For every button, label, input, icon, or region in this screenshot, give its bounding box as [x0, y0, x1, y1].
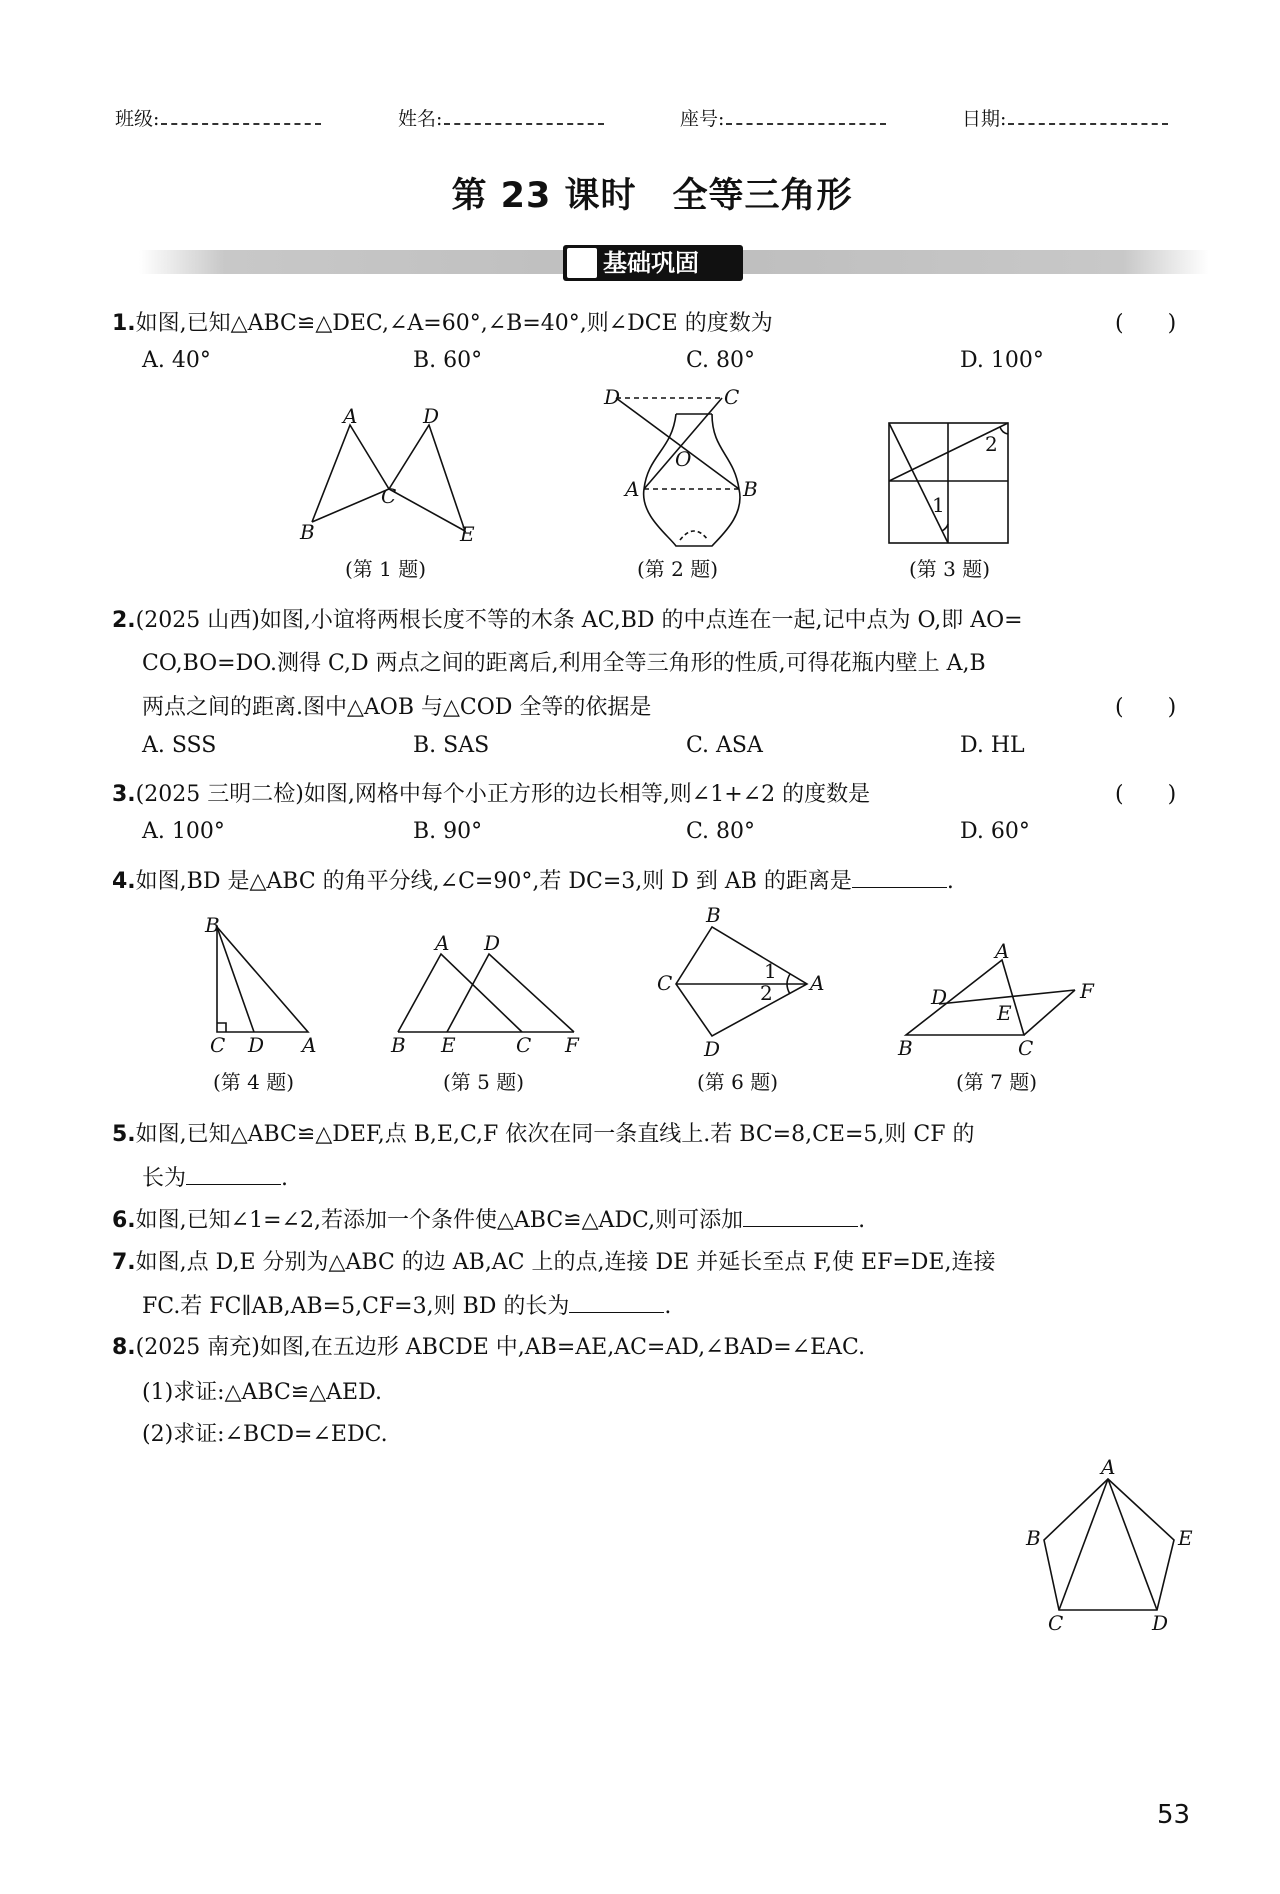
caption-fig2: (第 2 题) — [637, 557, 719, 581]
question-7-line2: FC.若 FC∥AB,AB=5,CF=3,则 BD 的长为 . — [142, 1294, 672, 1319]
figure-label: C — [1018, 1036, 1034, 1060]
question-8: 8.(2025 南充)如图,在五边形 ABCDE 中,AB=AE,AC=AD,∠BAD=∠EAC. — [112, 1335, 866, 1360]
figure-label: C — [381, 484, 397, 508]
figure-label: B — [205, 913, 220, 937]
question-5-line2: 长为 . — [142, 1166, 289, 1191]
class-label: 班级: — [115, 108, 160, 130]
figure-label: B — [1026, 1526, 1041, 1550]
figure-label: C — [516, 1033, 532, 1057]
question-8-part1: (1)求证:△ABC≌△AED. — [142, 1380, 382, 1405]
figure-label: 1 — [764, 959, 777, 983]
question-4: 4.如图,BD 是△ABC 的角平分线,∠C=90°,若 DC=3,则 D 到 AB 的距离是 . — [112, 869, 954, 894]
question-2: 2.(2025 山西)如图,小谊将两根长度不等的木条 AC,BD 的中点连在一起,记中点为 O,即 AO= — [112, 608, 1023, 633]
answer-paren-1[interactable]: ( ) — [1115, 311, 1177, 336]
figure-label: E — [1178, 1526, 1193, 1550]
figure-label: E — [441, 1033, 456, 1057]
section-title: 基础巩固 — [603, 249, 699, 277]
caption-fig3: (第 3 题) — [909, 557, 991, 581]
figure-label: B — [898, 1036, 913, 1060]
figure-label: D — [931, 985, 948, 1009]
figure-label: F — [565, 1033, 579, 1057]
figure-label: D — [1152, 1611, 1169, 1635]
caption-fig6: (第 6 题) — [697, 1070, 779, 1094]
option-1b: B. 60° — [413, 348, 483, 373]
figure-label: A — [995, 939, 1010, 963]
question-8-part2: (2)求证:∠BCD=∠EDC. — [142, 1422, 388, 1447]
figure-label: A — [1101, 1455, 1116, 1479]
figure-label: 1 — [932, 493, 945, 517]
figure-2 — [616, 398, 740, 546]
option-1a: A. 40° — [142, 348, 211, 373]
figure-label: E — [997, 1001, 1012, 1025]
figure-label: D — [248, 1033, 265, 1057]
option-2a: A. SSS — [142, 733, 217, 758]
figure-label: C — [724, 385, 740, 409]
figure-label: E — [460, 522, 475, 546]
option-1d: D. 100° — [960, 348, 1044, 373]
question-3: 3.(2025 三明二检)如图,网格中每个小正方形的边长相等,则∠1+∠2 的度数是 — [112, 782, 871, 807]
date-label: 日期: — [962, 108, 1007, 130]
question-2-line3: 两点之间的距离.图中△AOB 与△COD 全等的依据是 — [142, 695, 652, 720]
figure-label: A — [343, 404, 358, 428]
caption-fig1: (第 1 题) — [345, 557, 427, 581]
option-3b: B. 90° — [413, 819, 483, 844]
figure-label: C — [210, 1033, 226, 1057]
figure-label: A — [810, 971, 825, 995]
figure-label: 2 — [985, 432, 998, 456]
seat-label: 座号: — [680, 108, 725, 130]
figure-label: A — [625, 477, 640, 501]
figure-4 — [217, 927, 308, 1032]
figure-label: C — [1048, 1611, 1064, 1635]
option-3a: A. 100° — [142, 819, 225, 844]
caption-fig7: (第 7 题) — [956, 1070, 1038, 1094]
question-7: 7.如图,点 D,E 分别为△ABC 的边 AB,AC 上的点,连接 DE 并延长至点 F,使 EF=DE,连接 — [112, 1250, 996, 1275]
question-1: 1.如图,已知△ABC≌△DEC,∠A=60°,∠B=40°,则∠DCE 的度数为 — [112, 311, 773, 336]
figure-1 — [312, 425, 465, 531]
name-label: 姓名: — [398, 108, 443, 130]
figure-label: B — [706, 903, 721, 927]
option-3d: D. 60° — [960, 819, 1030, 844]
option-2c: C. ASA — [686, 733, 763, 758]
figure-label: D — [604, 385, 621, 409]
option-2d: D. HL — [960, 733, 1025, 758]
figure-8 — [1044, 1479, 1174, 1610]
figure-label: O — [675, 447, 692, 471]
question-2-line2: CO,BO=DO.测得 C,D 两点之间的距离后,利用全等三角形的性质,可得花瓶内壁上 A,B — [142, 651, 986, 676]
option-3c: C. 80° — [686, 819, 756, 844]
figure-label: 2 — [760, 981, 773, 1005]
answer-paren-3[interactable]: ( ) — [1115, 782, 1177, 807]
caption-fig4: (第 4 题) — [213, 1070, 295, 1094]
figure-label: D — [423, 404, 440, 428]
figure-label: A — [435, 931, 450, 955]
figure-label: D — [484, 931, 501, 955]
caption-fig5: (第 5 题) — [443, 1070, 525, 1094]
page-title: 第 23 课时 全等三角形 — [451, 176, 853, 216]
figure-label: A — [302, 1033, 317, 1057]
figure-label: B — [300, 520, 315, 544]
page-number: 53 — [1157, 1800, 1191, 1830]
figure-label: F — [1080, 979, 1094, 1003]
figure-label: D — [704, 1037, 721, 1061]
figure-6 — [676, 927, 807, 1036]
figure-label: B — [743, 477, 758, 501]
figure-labels — [204, 385, 1193, 1635]
figure-label: B — [391, 1033, 406, 1057]
option-1c: C. 80° — [686, 348, 756, 373]
question-6: 6.如图,已知∠1=∠2,若添加一个条件使△ABC≌△ADC,则可添加 . — [112, 1208, 866, 1233]
answer-paren-2[interactable]: ( ) — [1115, 695, 1177, 720]
figure-5 — [398, 954, 574, 1032]
figure-label: C — [657, 971, 673, 995]
question-5: 5.如图,已知△ABC≌△DEF,点 B,E,C,F 依次在同一条直线上.若 BC=8,CE=5,则 CF 的 — [112, 1122, 975, 1147]
option-2b: B. SAS — [413, 733, 490, 758]
